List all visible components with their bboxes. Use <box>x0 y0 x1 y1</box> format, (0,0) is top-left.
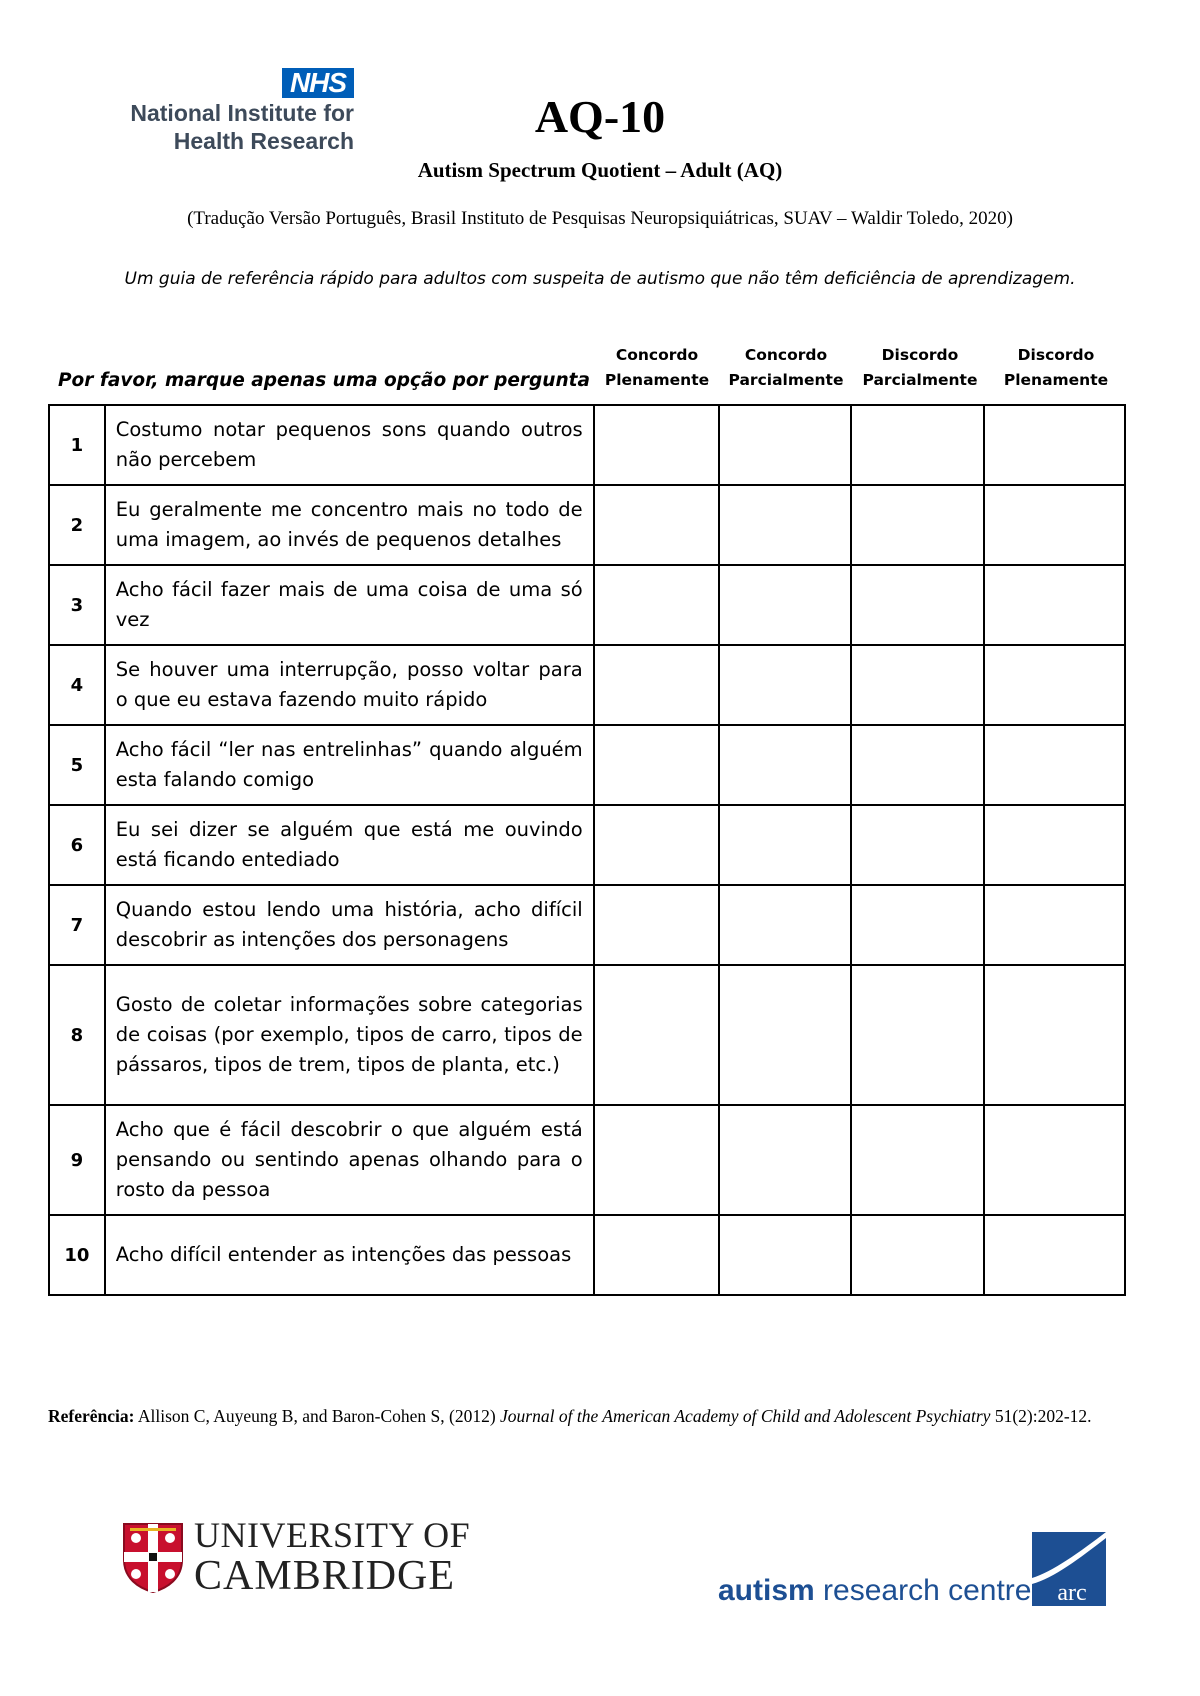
arc-name-bold: autism <box>718 1574 815 1607</box>
table-row <box>49 1105 1125 1215</box>
reference <box>48 1404 1170 1428</box>
reference-citation: 51(2):202-12. <box>990 1406 1092 1426</box>
page-title: AQ-10 <box>534 91 666 142</box>
arc-name-rest: research centre <box>814 1574 1032 1607</box>
answer-cell-discordo-plenamente[interactable] <box>984 645 1125 725</box>
column-header-discordo-parcialmente <box>853 343 987 393</box>
question-number: 10 <box>49 1215 105 1295</box>
answer-cell-concordo-parcialmente[interactable] <box>719 1105 852 1215</box>
answer-cell-concordo-parcialmente[interactable] <box>719 965 852 1105</box>
question-text: Costumo notar pequenos sons quando outros não percebem <box>105 405 594 485</box>
question-text: Eu geralmente me concentro mais no todo de uma imagem, ao invés de pequenos detalhes <box>105 485 594 565</box>
answer-cell-discordo-plenamente[interactable] <box>984 1215 1125 1295</box>
answer-cell-discordo-parcialmente[interactable] <box>851 805 984 885</box>
column-header-concordo-parcialmente <box>719 343 853 393</box>
nhs-logo: NHS <box>282 68 354 98</box>
table-instruction: Por favor, marque apenas uma opção por pergunta <box>58 370 590 391</box>
reference-authors: Allison C, Auyeung B, and Baron-Cohen S, (2012) <box>134 1406 501 1426</box>
answer-cell-discordo-parcialmente[interactable] <box>851 485 984 565</box>
arc-name <box>718 1574 1031 1608</box>
answer-cell-discordo-plenamente[interactable] <box>984 565 1125 645</box>
question-text: Gosto de coletar informações sobre categorias de coisas (por exemplo, tipos de carro, tipos de pássaros, tipos de trem, tipos de planta, etc.) <box>105 965 594 1105</box>
answer-cell-discordo-parcialmente[interactable] <box>851 1105 984 1215</box>
answer-cell-concordo-parcialmente[interactable] <box>719 885 852 965</box>
answer-cell-concordo-parcialmente[interactable] <box>719 805 852 885</box>
table-row <box>49 885 1125 965</box>
reference-journal: Journal of the American Academy of Child and Adolescent Psychiatry <box>500 1406 991 1426</box>
column-header-line2: Plenamente <box>1003 371 1109 389</box>
answer-cell-concordo-plenamente[interactable] <box>594 405 719 485</box>
question-text: Acho difícil entender as intenções das pessoas <box>105 1215 594 1295</box>
translation-note: (Tradução Versão Português, Brasil Instituto de Pesquisas Neuropsiquiátricas, SUAV – Waldir Toledo, 2020) <box>187 208 1013 229</box>
answer-cell-concordo-plenamente[interactable] <box>594 565 719 645</box>
question-text: Eu sei dizer se alguém que está me ouvindo está ficando entediado <box>105 805 594 885</box>
answer-cell-concordo-plenamente[interactable] <box>594 485 719 565</box>
table-row <box>49 725 1125 805</box>
cambridge-name-line2: CAMBRIDGE <box>194 1553 456 1599</box>
question-number: 8 <box>49 965 105 1105</box>
reference-label: Referência: <box>48 1406 135 1426</box>
arc-logo-icon <box>1032 1532 1106 1606</box>
answer-cell-concordo-parcialmente[interactable] <box>719 405 852 485</box>
cambridge-shield-icon <box>122 1522 184 1594</box>
question-number: 7 <box>49 885 105 965</box>
institute-name-line1: National Institute for <box>130 100 354 126</box>
question-text: Acho que é fácil descobrir o que alguém está pensando ou sentindo apenas olhando para o rosto da pessoa <box>105 1105 594 1215</box>
answer-cell-concordo-parcialmente[interactable] <box>719 1215 852 1295</box>
answer-cell-discordo-plenamente[interactable] <box>984 405 1125 485</box>
column-header-line2: Parcialmente <box>728 371 844 389</box>
answer-cell-concordo-plenamente[interactable] <box>594 965 719 1105</box>
table-row <box>49 965 1125 1105</box>
question-text: Se houver uma interrupção, posso voltar para o que eu estava fazendo muito rápido <box>105 645 594 725</box>
question-text: Acho fácil fazer mais de uma coisa de uma só vez <box>105 565 594 645</box>
column-header-line1: Discordo <box>881 346 959 364</box>
column-header-line1: Discordo <box>1017 346 1095 364</box>
table-row <box>49 645 1125 725</box>
column-header-line1: Concordo <box>744 346 828 364</box>
column-header-discordo-plenamente <box>987 343 1125 393</box>
answer-cell-discordo-parcialmente[interactable] <box>851 965 984 1105</box>
question-number: 6 <box>49 805 105 885</box>
answer-cell-concordo-parcialmente[interactable] <box>719 645 852 725</box>
answer-cell-discordo-parcialmente[interactable] <box>851 645 984 725</box>
question-text: Quando estou lendo uma história, acho difícil descobrir as intenções dos personagens <box>105 885 594 965</box>
answer-cell-discordo-plenamente[interactable] <box>984 885 1125 965</box>
question-number: 4 <box>49 645 105 725</box>
answer-cell-discordo-parcialmente[interactable] <box>851 405 984 485</box>
column-header-line2: Parcialmente <box>862 371 978 389</box>
table-row <box>49 1215 1125 1295</box>
question-number: 1 <box>49 405 105 485</box>
institute-name-line2: Health Research <box>173 128 354 154</box>
answer-cell-concordo-parcialmente[interactable] <box>719 565 852 645</box>
answer-cell-discordo-parcialmente[interactable] <box>851 725 984 805</box>
guide-text: Um guia de referência rápido para adultos com suspeita de autismo que não têm deficiência de aprendizagem. <box>124 269 1076 289</box>
answer-cell-discordo-parcialmente[interactable] <box>851 1215 984 1295</box>
answer-cell-discordo-parcialmente[interactable] <box>851 885 984 965</box>
question-number: 3 <box>49 565 105 645</box>
answer-cell-concordo-plenamente[interactable] <box>594 1215 719 1295</box>
column-header-line1: Concordo <box>615 346 699 364</box>
arc-logo-text: arc <box>1057 1580 1087 1606</box>
answer-cell-concordo-plenamente[interactable] <box>594 1105 719 1215</box>
page-subtitle: Autism Spectrum Quotient – Adult (AQ) <box>417 158 783 182</box>
answer-cell-discordo-plenamente[interactable] <box>984 485 1125 565</box>
answer-cell-discordo-plenamente[interactable] <box>984 725 1125 805</box>
column-header-line2: Plenamente <box>604 371 710 389</box>
question-number: 2 <box>49 485 105 565</box>
cambridge-name-line1: UNIVERSITY OF <box>194 1515 471 1555</box>
table-row <box>49 405 1125 485</box>
table-row <box>49 805 1125 885</box>
answer-cell-discordo-plenamente[interactable] <box>984 1105 1125 1215</box>
question-text: Acho fácil “ler nas entrelinhas” quando alguém esta falando comigo <box>105 725 594 805</box>
question-number: 9 <box>49 1105 105 1215</box>
answer-cell-discordo-plenamente[interactable] <box>984 965 1125 1105</box>
answer-cell-concordo-plenamente[interactable] <box>594 805 719 885</box>
answer-cell-concordo-parcialmente[interactable] <box>719 725 852 805</box>
answer-cell-discordo-parcialmente[interactable] <box>851 565 984 645</box>
answer-cell-concordo-parcialmente[interactable] <box>719 485 852 565</box>
table-row <box>49 565 1125 645</box>
answer-cell-concordo-plenamente[interactable] <box>594 725 719 805</box>
column-header-concordo-plenamente <box>595 343 719 393</box>
question-number: 5 <box>49 725 105 805</box>
answer-cell-concordo-plenamente[interactable] <box>594 645 719 725</box>
answer-cell-concordo-plenamente[interactable] <box>594 885 719 965</box>
questionnaire-table <box>48 404 1126 1296</box>
table-row <box>49 485 1125 565</box>
answer-cell-discordo-plenamente[interactable] <box>984 805 1125 885</box>
